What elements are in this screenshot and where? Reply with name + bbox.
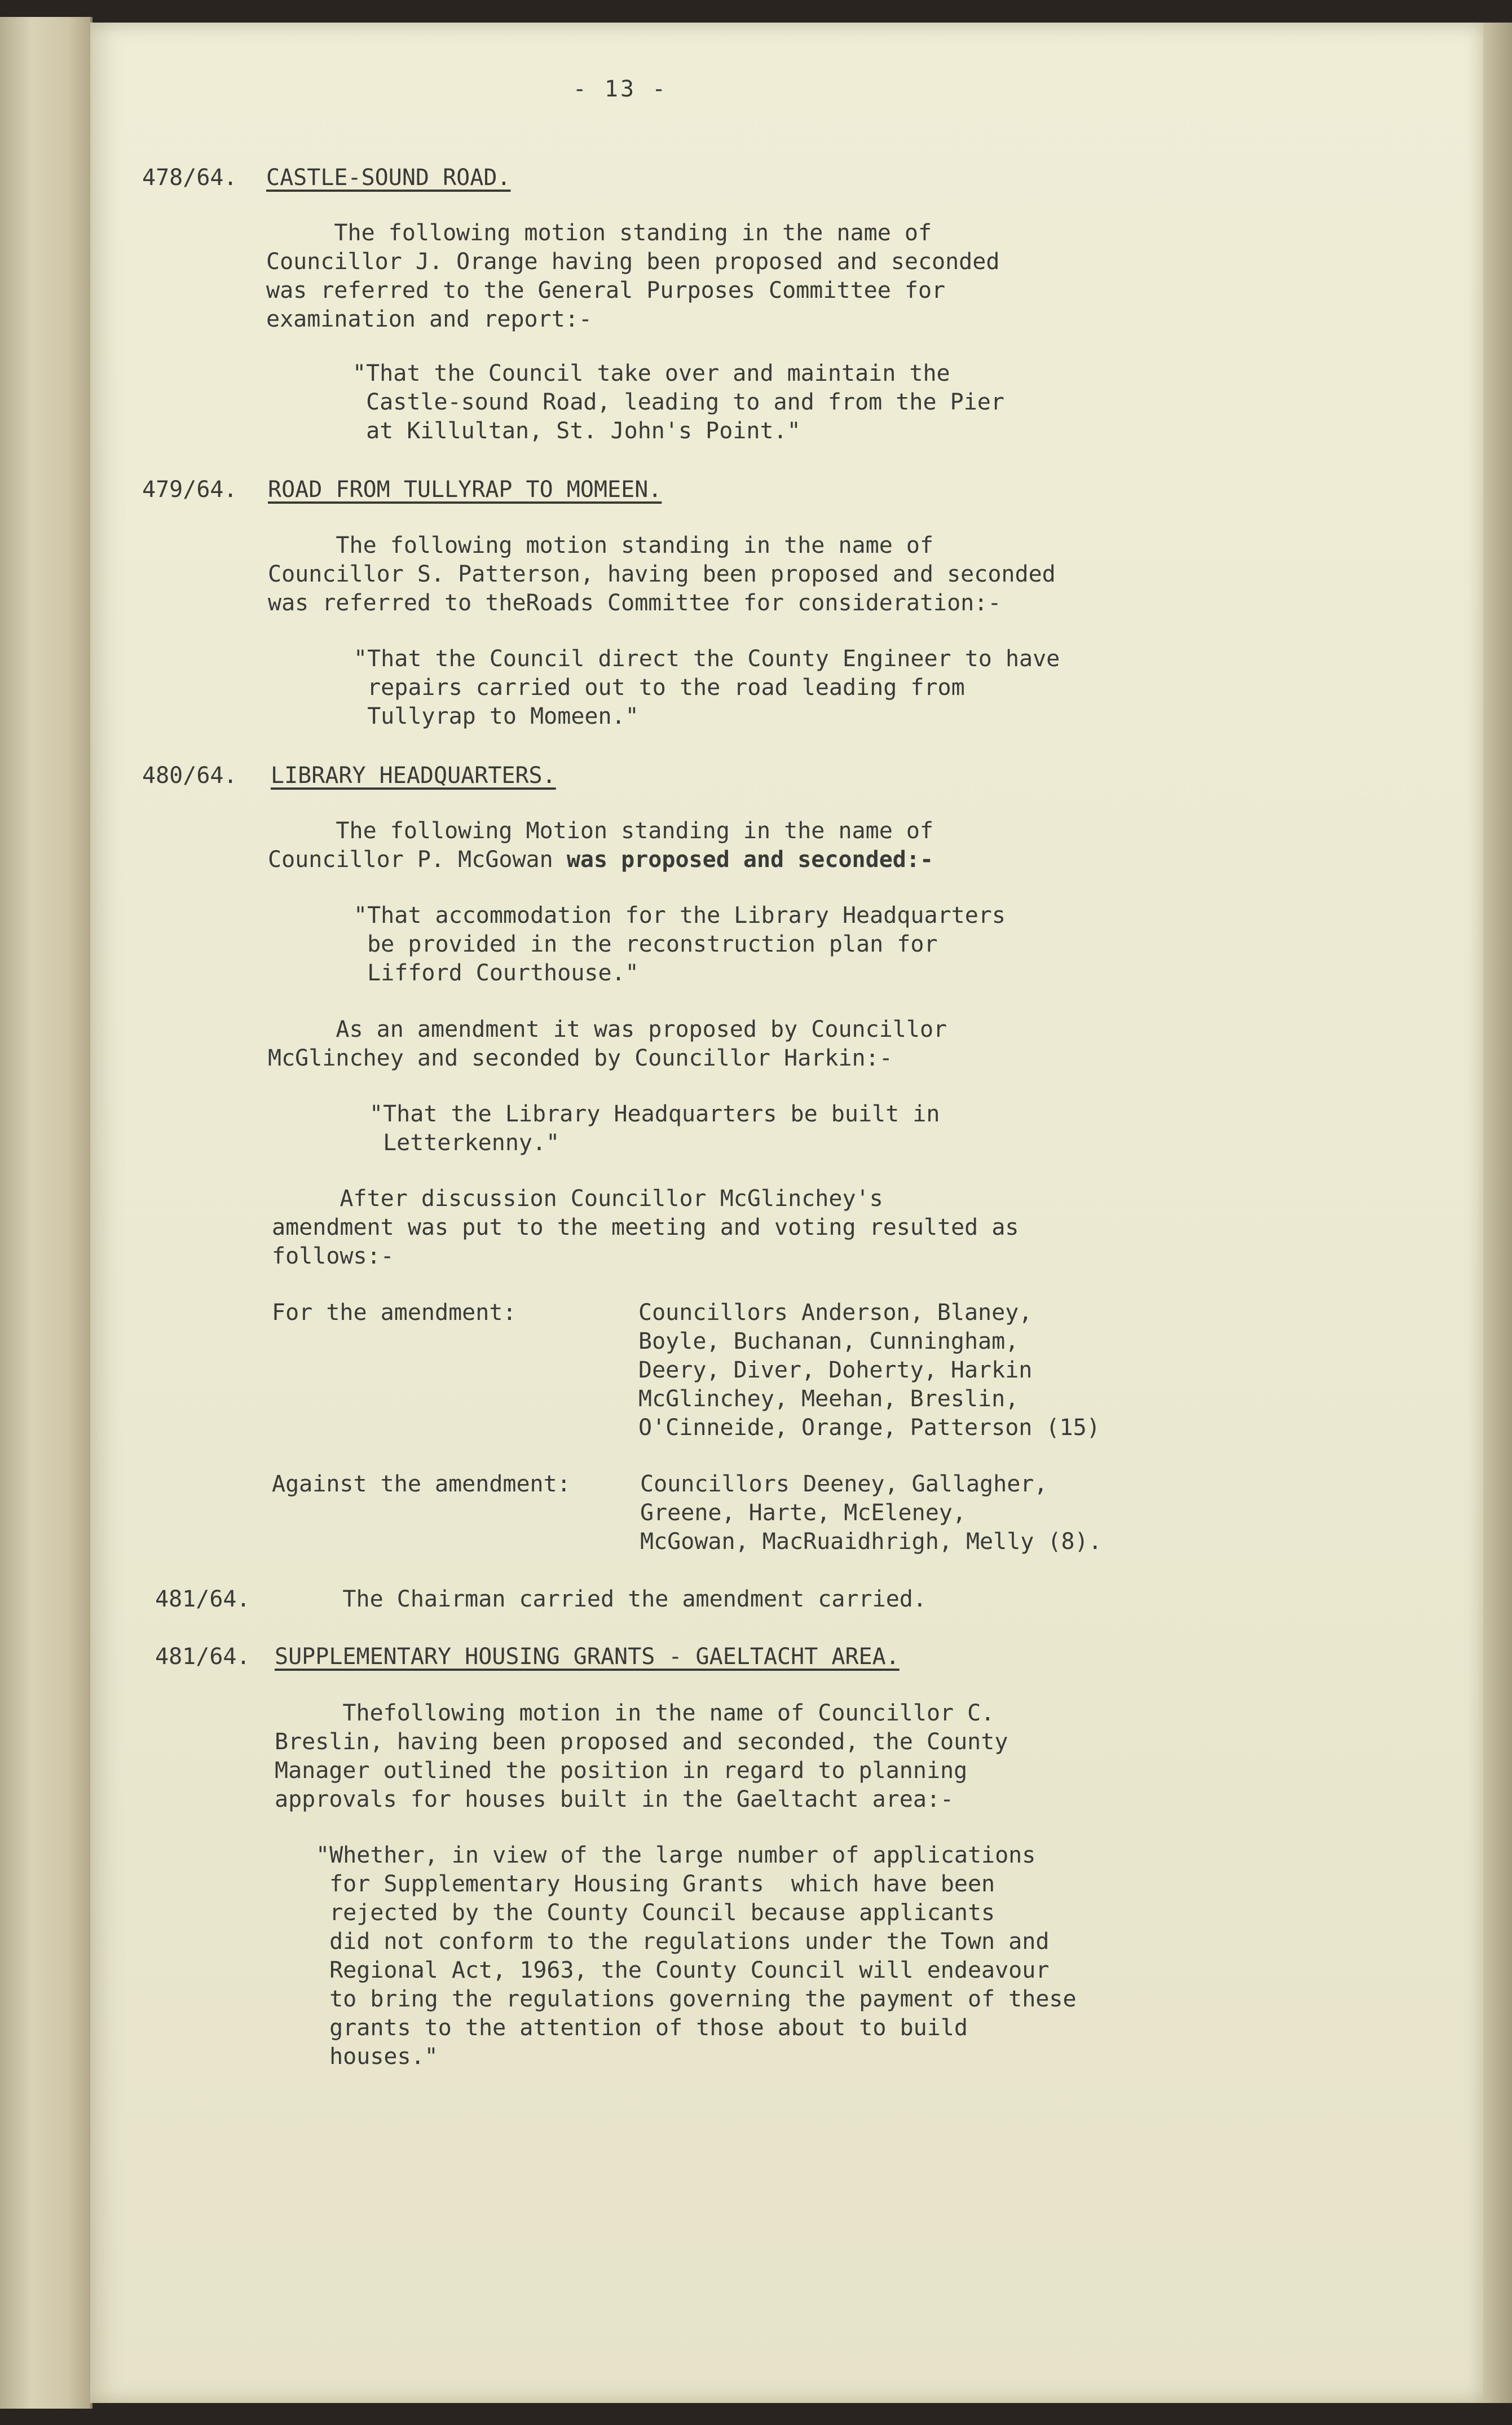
minute-ref: 481/64.	[155, 1644, 250, 1670]
minute-heading: SUPPLEMENTARY HOUSING GRANTS - GAELTACHT AREA.	[275, 1644, 900, 1670]
minute-ref: 478/64.	[142, 165, 237, 191]
binding-edge	[0, 17, 92, 2409]
minute-heading: ROAD FROM TULLYRAP TO MOMEEN.	[268, 477, 662, 503]
motion-quote: "That accommodation for the Library Headquarters be provided in the reconstruction plan for Lifford Courthouse."	[354, 903, 1006, 986]
motion-quote: "That the Council direct the County Engineer to have repairs carried out to the road leading from Tullyrap to Momeen."	[354, 646, 1060, 729]
amendment-paragraph: As an amendment it was proposed by Councillor McGlinchey and seconded by Councillor Harkin:-	[268, 1016, 947, 1071]
minute-heading: LIBRARY HEADQUARTERS.	[271, 763, 556, 789]
vote-against-label: Against the amendment:	[272, 1471, 571, 1497]
vote-for-label: For the amendment:	[272, 1300, 517, 1326]
paragraph-text: The following Motion standing in the name of Councillor P. McGowan	[268, 818, 934, 873]
minute-ref: 481/64.	[155, 1586, 250, 1612]
minute-ref: 480/64.	[142, 763, 237, 789]
motion-quote: "That the Council take over and maintain the Castle-sound Road, leading to and from the Pier at Killultan, St. John's Point."	[352, 360, 1004, 444]
amendment-quote: "That the Library Headquarters be built in Letterkenny."	[369, 1101, 940, 1156]
minute-ref: 479/64.	[142, 477, 237, 503]
paragraph-text-bold: was proposed and seconded:-	[553, 847, 934, 873]
discussion-paragraph: After discussion Councillor McGlinchey's amendment was put to the meeting and voting resulted as follows:-	[272, 1186, 1019, 1269]
minute-paragraph: The Chairman carried the amendment carried.	[275, 1586, 927, 1612]
minute-heading: CASTLE-SOUND ROAD.	[266, 165, 511, 191]
minute-paragraph: The following motion standing in the name of Councillor S. Patterson, having been proposed and seconded was referred to theRoads Committee for consideration:-	[268, 532, 1056, 616]
page-number: - 13 -	[572, 76, 668, 102]
minute-paragraph: Thefollowing motion in the name of Councillor C. Breslin, having been proposed and seconded, the County Manager outlined the position in regard to planning approvals for houses built in the Gaeltacht area:-	[275, 1700, 1008, 1812]
motion-quote: "Whether, in view of the large number of applications for Supplementary Housing Grants which have been rejected by the County Council because applicants did not conform to the regulations under the Town and Regional Act, 1963, the County Council will endeavour to bring the regulations governing the payment of these grants to the attention of those about to build houses."	[316, 1842, 1077, 2070]
vote-against-names: Councillors Deeney, Gallagher, Greene, Harte, McEleney, McGowan, MacRuaidhrigh, Melly (8).	[640, 1471, 1102, 1555]
minute-paragraph: The following motion standing in the name of Councillor J. Orange having been proposed and seconded was referred to the General Purposes Committee for examination and report:-	[266, 220, 1000, 332]
page-edge-right	[1483, 23, 1512, 2403]
minute-paragraph	[268, 817, 933, 874]
vote-for-names: Councillors Anderson, Blaney, Boyle, Buchanan, Cunningham, Deery, Diver, Doherty, Harkin McGlinchey, Meehan, Breslin, O'Cinneide, Orange, Patterson (15)	[638, 1300, 1100, 1441]
